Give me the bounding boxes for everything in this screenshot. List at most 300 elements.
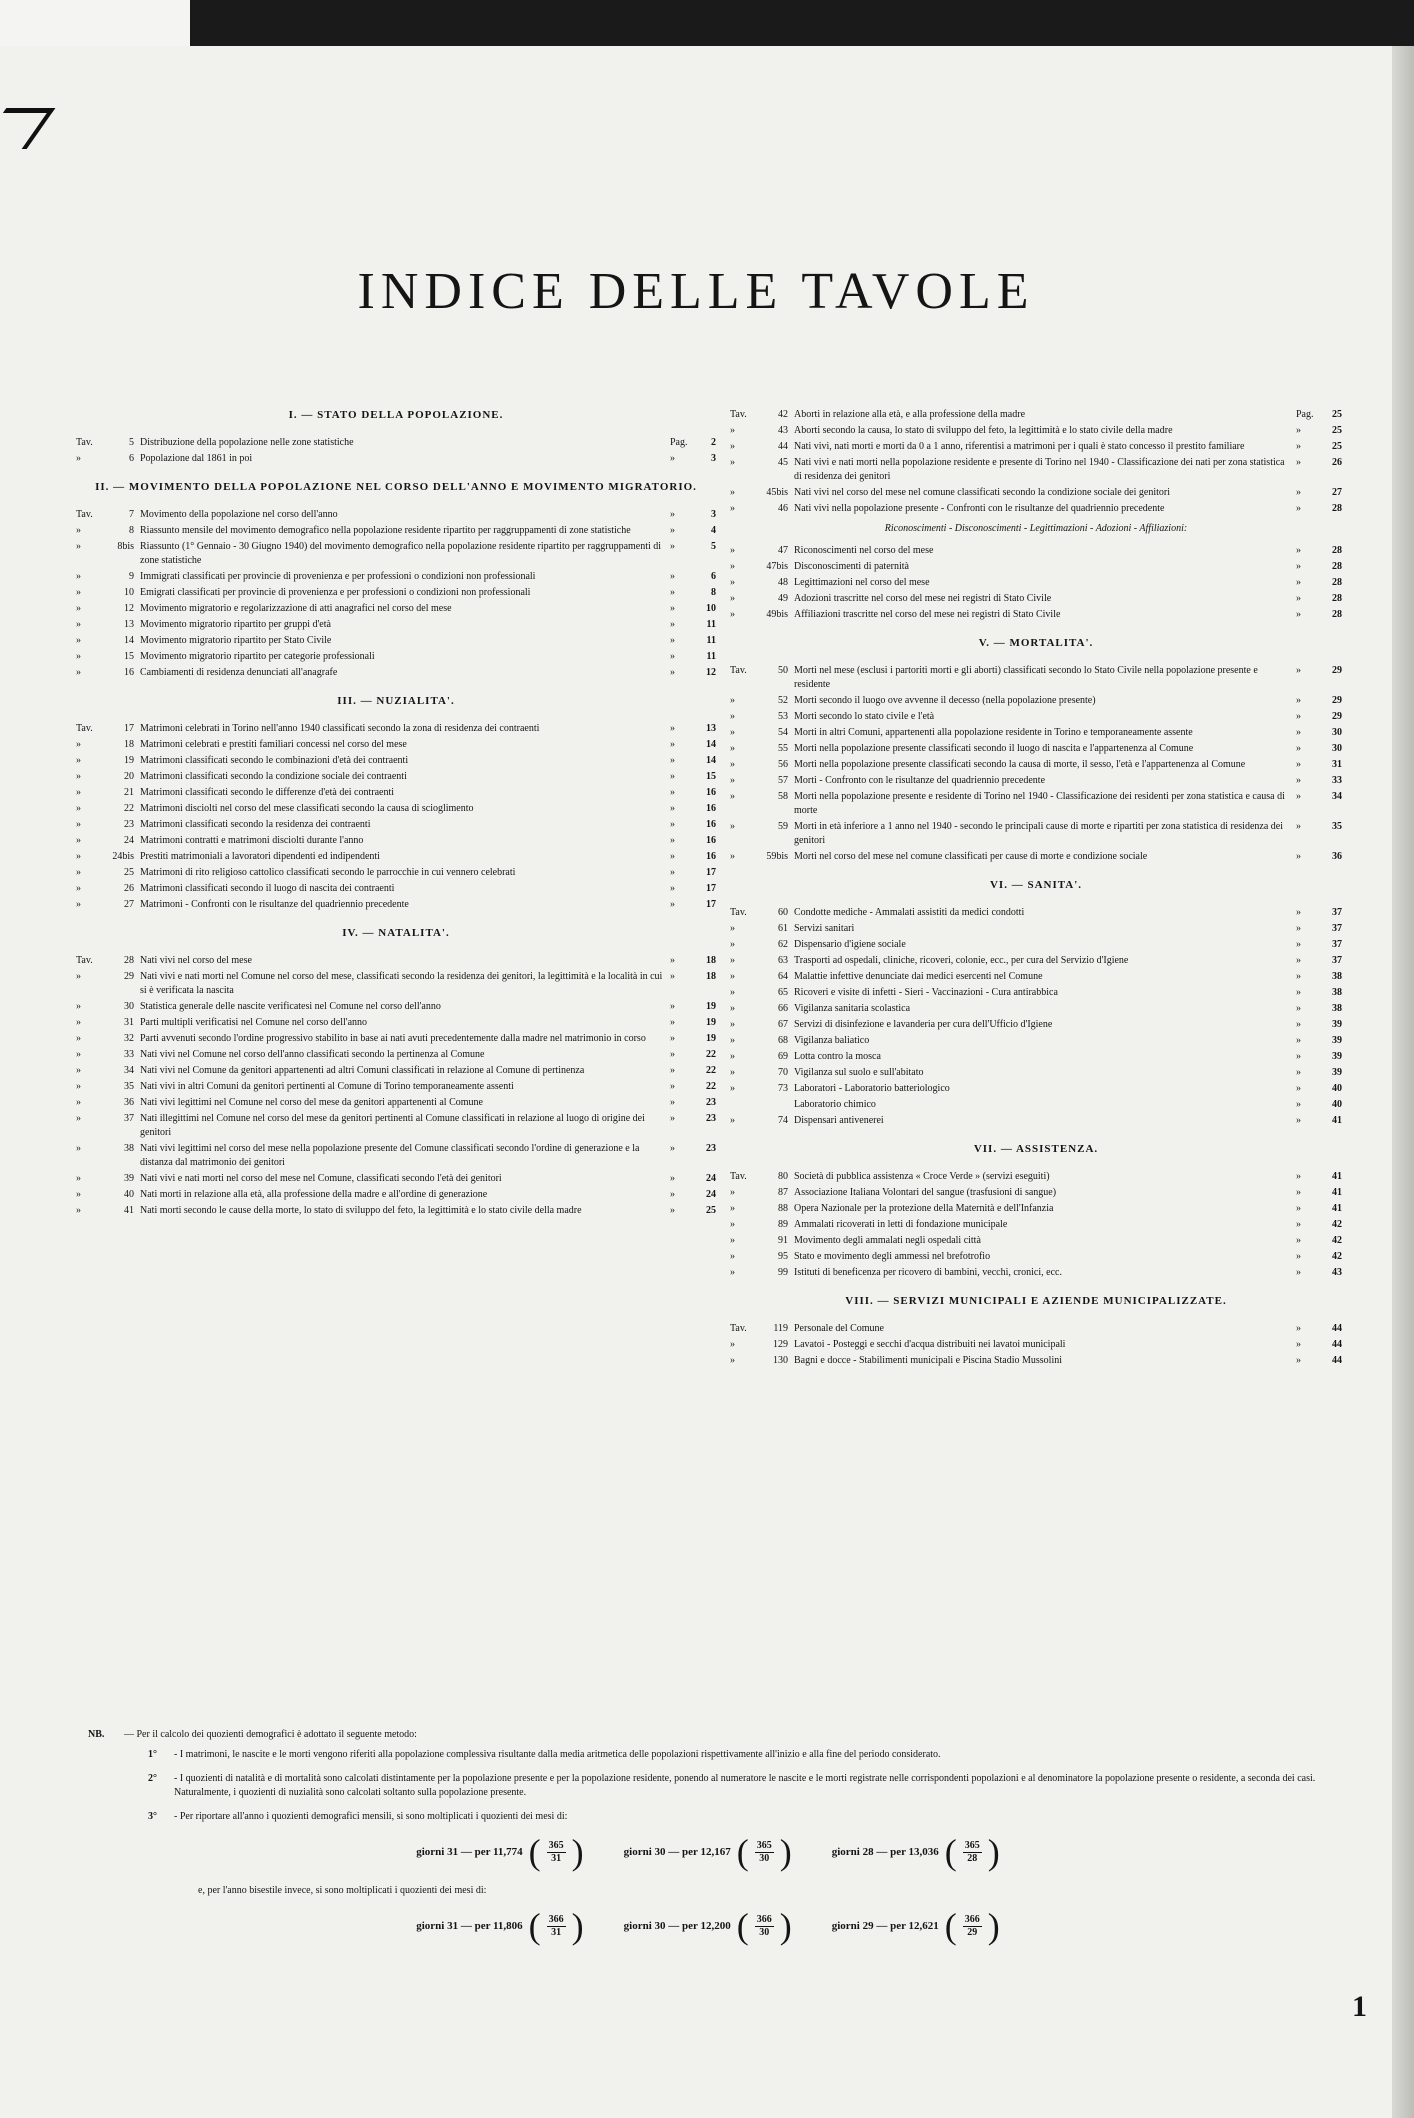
index-row xyxy=(730,742,1342,756)
index-row xyxy=(76,970,716,998)
row-tav: » xyxy=(730,759,735,770)
table-number: 36 xyxy=(124,1097,134,1108)
paren-right: ) xyxy=(987,1832,1000,1872)
page-prefix: » xyxy=(670,867,675,878)
index-row xyxy=(730,758,1342,772)
table-number: 22 xyxy=(124,803,134,814)
fraction-numerator: 365 xyxy=(548,1839,564,1851)
page-prefix: » xyxy=(1296,851,1301,862)
table-number: 95 xyxy=(778,1251,788,1262)
fraction-numerator: 366 xyxy=(756,1913,772,1925)
page-prefix: » xyxy=(670,651,675,662)
row-tav: » xyxy=(76,867,81,878)
scan-top-border xyxy=(0,0,1414,46)
table-number: 28 xyxy=(124,955,134,966)
page-ref: 23 xyxy=(706,1097,716,1108)
row-tav: » xyxy=(730,1219,735,1230)
page-ref: 37 xyxy=(1332,955,1342,966)
page-prefix: » xyxy=(670,787,675,798)
fraction-denominator: 31 xyxy=(551,1926,562,1938)
table-title: Parti avvenuti secondo l'ordine progressivo stabilito in base ai nati avuti precedentemente dalla madre nel matrimonio in corso xyxy=(140,1033,646,1044)
table-number: 16 xyxy=(124,667,134,678)
page-ref: 14 xyxy=(706,755,716,766)
page-ref: 23 xyxy=(706,1113,716,1124)
row-tav: » xyxy=(76,1081,81,1092)
page-ref: 28 xyxy=(1332,593,1342,604)
table-number: 48 xyxy=(778,577,788,588)
page-ref: 11 xyxy=(706,651,716,662)
table-number: 45bis xyxy=(766,487,788,498)
fraction xyxy=(963,1840,982,1865)
index-row xyxy=(76,508,716,522)
page-ref: 34 xyxy=(1332,791,1342,802)
row-tav: » xyxy=(730,457,735,468)
table-title: Nati vivi e nati morti nella popolazione residente e presente di Torino nel 1940 - Classificazione dei nati per zona statistica di residenza dei genitori xyxy=(794,457,1285,482)
fraction-item xyxy=(624,1834,792,1870)
table-number: 18 xyxy=(124,739,134,750)
page-prefix: » xyxy=(1296,1219,1301,1230)
page-ref: 38 xyxy=(1332,987,1342,998)
table-title: Morti nel mese (esclusi i partoriti morti e gli aborti) classificati secondo lo Stato Civile nella popolazione presente e residente xyxy=(794,665,1258,690)
table-number: 8bis xyxy=(117,541,134,552)
table-title: Nati vivi e nati morti nel corso del mese nel Comune, classificati secondo l'età dei genitori xyxy=(140,1173,502,1184)
row-tav: » xyxy=(76,739,81,750)
row-tav: » xyxy=(730,1267,735,1278)
row-tav: » xyxy=(730,987,735,998)
table-number: 52 xyxy=(778,695,788,706)
row-tav: » xyxy=(730,821,735,832)
section-heading: VI. — SANITA'. xyxy=(989,879,1083,891)
notes-intro: — Per il calcolo dei quozienti demografici è adottato il seguente metodo: xyxy=(124,1729,417,1740)
table-number: 45 xyxy=(778,457,788,468)
row-tav: » xyxy=(730,577,735,588)
index-row xyxy=(76,834,716,848)
page-ref: 18 xyxy=(706,971,716,982)
table-number: 60 xyxy=(778,907,788,918)
page-prefix: » xyxy=(670,755,675,766)
index-row xyxy=(76,570,716,584)
table-title: Nati vivi legittimi nel corso del mese nella popolazione presente del Comune classificati secondo l'ordine di generazione e la distanza dal matrimonio dei genitori xyxy=(140,1143,640,1168)
section-heading: III. — NUZIALITA'. xyxy=(337,695,455,707)
page-prefix: » xyxy=(1296,1355,1301,1366)
row-tav: » xyxy=(730,441,735,452)
row-tav: » xyxy=(76,1049,81,1060)
page-ref: 40 xyxy=(1332,1083,1342,1094)
index-row xyxy=(730,1082,1342,1096)
index-row xyxy=(76,1142,716,1170)
row-tav: » xyxy=(730,923,735,934)
fraction-label: giorni 31 — per 11,774 xyxy=(416,1846,523,1858)
index-row xyxy=(730,694,1342,708)
page-ref: 6 xyxy=(711,571,716,582)
fraction-denominator: 30 xyxy=(759,1852,770,1864)
page-ref: 12 xyxy=(706,667,716,678)
table-number: 9 xyxy=(129,571,134,582)
page-prefix: » xyxy=(670,1081,675,1092)
index-row xyxy=(730,1034,1342,1048)
table-title: Nati vivi nel corso del mese xyxy=(140,955,252,966)
table-title: Popolazione dal 1861 in poi xyxy=(140,453,253,464)
table-number: 20 xyxy=(124,771,134,782)
index-row xyxy=(76,1048,716,1062)
table-title: Matrimoni classificati secondo le combinazioni d'età dei contraenti xyxy=(140,755,409,766)
page-prefix: » xyxy=(1296,425,1301,436)
row-tav: » xyxy=(76,1065,81,1076)
table-title: Matrimoni classificati secondo la residenza dei contraenti xyxy=(140,819,371,830)
table-title: Servizi sanitari xyxy=(794,923,855,934)
row-tav: » xyxy=(730,487,735,498)
page-ref: 31 xyxy=(1332,759,1342,770)
table-title: Nati vivi nella popolazione presente - Confronti con le risultanze del quadriennio precedente xyxy=(794,503,1165,514)
page-ref: 29 xyxy=(1332,695,1342,706)
table-number: 35 xyxy=(124,1081,134,1092)
leap-year-text xyxy=(198,1884,1328,1898)
paren-left: ( xyxy=(944,1832,957,1872)
row-tav: » xyxy=(730,1251,735,1262)
page-ref: 37 xyxy=(1332,907,1342,918)
page-prefix: » xyxy=(670,771,675,782)
row-tav: » xyxy=(76,667,81,678)
row-tav: » xyxy=(730,1355,735,1366)
page-prefix: » xyxy=(1296,1099,1301,1110)
note-number: 2° xyxy=(148,1773,157,1784)
row-tav: » xyxy=(730,1187,735,1198)
page-prefix: » xyxy=(670,1097,675,1108)
table-number: 130 xyxy=(773,1355,788,1366)
page-ref: 40 xyxy=(1332,1099,1342,1110)
fraction-numerator: 366 xyxy=(548,1913,564,1925)
table-number: 87 xyxy=(778,1187,788,1198)
fraction-item xyxy=(832,1834,1000,1870)
page-prefix: » xyxy=(670,803,675,814)
row-tav: » xyxy=(76,619,81,630)
table-number: 68 xyxy=(778,1035,788,1046)
page-ref: 41 xyxy=(1332,1171,1342,1182)
page-ref: 44 xyxy=(1332,1323,1342,1334)
table-title: Morti secondo lo stato civile e l'età xyxy=(794,711,935,722)
table-title: Matrimoni celebrati in Torino nell'anno 1940 classificati secondo la zona di residenza dei contraenti xyxy=(140,723,540,734)
page-ref: 28 xyxy=(1332,609,1342,620)
fraction-label: giorni 28 — per 13,036 xyxy=(831,1846,939,1858)
table-title: Ricoveri e visite di infetti - Sieri - Vaccinazioni - Cura antirabbica xyxy=(794,987,1058,998)
page-prefix: » xyxy=(1296,1083,1301,1094)
page-ref: 27 xyxy=(1332,487,1342,498)
table-title: Matrimoni classificati secondo le differenze d'età dei contraenti xyxy=(140,787,395,798)
index-row xyxy=(76,866,716,880)
table-number: 63 xyxy=(778,955,788,966)
row-tav: » xyxy=(76,541,81,552)
row-tav: » xyxy=(730,503,735,514)
page-prefix: » xyxy=(670,525,675,536)
table-title: Nati illegittimi nel Comune nel corso del mese da genitori pertinenti al Comune classificati in relazione al luogo di origine dei genitori xyxy=(140,1113,645,1138)
index-row xyxy=(730,456,1342,484)
paren-left: ( xyxy=(736,1906,749,1946)
note-point-1 xyxy=(148,1748,1328,1762)
table-number: 56 xyxy=(778,759,788,770)
section-heading: I. — STATO DELLA POPOLAZIONE. xyxy=(288,409,504,421)
page-prefix: » xyxy=(670,571,675,582)
page-prefix: » xyxy=(1296,727,1301,738)
index-row xyxy=(76,1172,716,1186)
row-tav: » xyxy=(76,771,81,782)
table-title: Nati morti secondo le cause della morte, lo stato di sviluppo del feto, la legittimità e lo stato civile della madre xyxy=(140,1205,582,1216)
page-prefix: » xyxy=(1296,923,1301,934)
table-number: 49bis xyxy=(766,609,788,620)
section-heading: V. — MORTALITA'. xyxy=(978,637,1094,649)
page-ref: 38 xyxy=(1332,971,1342,982)
table-number: 37 xyxy=(124,1113,134,1124)
index-row xyxy=(730,664,1342,692)
table-title: Personale del Comune xyxy=(794,1323,884,1334)
paren-right: ) xyxy=(571,1832,584,1872)
page-ref: 35 xyxy=(1332,821,1342,832)
page-ref: 22 xyxy=(706,1081,716,1092)
index-row xyxy=(76,882,716,896)
notes-label: NB. xyxy=(88,1729,105,1740)
table-number: 53 xyxy=(778,711,788,722)
page-prefix: » xyxy=(670,819,675,830)
table-number: 24bis xyxy=(112,851,134,862)
table-title: Movimento migratorio ripartito per Stato Civile xyxy=(140,635,332,646)
page-ref: 43 xyxy=(1332,1267,1342,1278)
index-row xyxy=(730,502,1342,516)
row-tav: » xyxy=(730,1003,735,1014)
page-prefix: » xyxy=(670,835,675,846)
index-row xyxy=(730,986,1342,1000)
fraction xyxy=(963,1914,982,1939)
page-ref: 11 xyxy=(706,619,716,630)
row-tav: » xyxy=(730,1339,735,1350)
table-number: 57 xyxy=(778,775,788,786)
index-row xyxy=(76,770,716,784)
fraction-numerator: 365 xyxy=(756,1839,772,1851)
leap-text: e, per l'anno bisestile invece, si sono moltiplicati i quozienti dei mesi di: xyxy=(198,1885,487,1896)
page-prefix: » xyxy=(670,1017,675,1028)
paren-right: ) xyxy=(779,1832,792,1872)
page-prefix: » xyxy=(1296,457,1301,468)
index-row xyxy=(730,440,1342,454)
fraction-denominator: 29 xyxy=(967,1926,978,1938)
paren-right: ) xyxy=(987,1906,1000,1946)
index-row xyxy=(730,424,1342,438)
index-row xyxy=(730,1354,1342,1368)
table-title: Affiliazioni trascritte nel corso del mese nei registri di Stato Civile xyxy=(794,609,1061,620)
note-text: - I quozienti di natalità e di mortalità sono calcolati distintamente per la popolazione presente e per la popolazione residente, ponendo al numeratore le nascite e le morti registrate nelle corrispondenti popolazioni e al denominatore la popolazione presente o residente, a seconda dei casi. Naturalmente, i quozienti di nuzialità sono calcolati soltanto sulla popolazione presente. xyxy=(174,1773,1316,1798)
table-title: Stato e movimento degli ammessi nel brefotrofio xyxy=(794,1251,991,1262)
page-prefix: » xyxy=(1296,1203,1301,1214)
table-title: Aborti in relazione alla età, e alla professione della madre xyxy=(794,409,1026,420)
page-prefix: » xyxy=(670,851,675,862)
index-row xyxy=(730,906,1342,920)
page-ref: 33 xyxy=(1332,775,1342,786)
page-prefix: » xyxy=(670,635,675,646)
row-tav: Tav. xyxy=(76,437,93,448)
table-number: 91 xyxy=(778,1235,788,1246)
note-number: 3° xyxy=(148,1811,157,1822)
page-ref: 39 xyxy=(1332,1067,1342,1078)
table-number: 19 xyxy=(124,755,134,766)
page-ref: 37 xyxy=(1332,923,1342,934)
row-tav: » xyxy=(730,1115,735,1126)
page-prefix: » xyxy=(670,1205,675,1216)
page-prefix: » xyxy=(670,453,675,464)
fraction xyxy=(755,1914,774,1939)
row-tav: » xyxy=(730,1035,735,1046)
table-title: Nati vivi nel Comune nel corso dell'anno classificati secondo la pertinenza al Comune xyxy=(140,1049,485,1060)
table-number: 74 xyxy=(778,1115,788,1126)
fraction-item xyxy=(832,1908,1000,1944)
table-title: Ammalati ricoverati in letti di fondazione municipale xyxy=(794,1219,1008,1230)
page-prefix: » xyxy=(1296,711,1301,722)
table-title: Matrimoni classificati secondo il luogo di nascita dei contraenti xyxy=(140,883,395,894)
row-tav: » xyxy=(76,819,81,830)
index-row xyxy=(76,786,716,800)
index-row xyxy=(76,618,716,632)
table-title: Matrimoni disciolti nel corso del mese classificati secondo la causa di scioglimento xyxy=(140,803,474,814)
table-title: Nati vivi, nati morti e morti da 0 a 1 anno, riferentisi a matrimoni per i quali è stato concesso il prestito familiare xyxy=(794,441,1245,452)
index-row xyxy=(730,1170,1342,1184)
row-tav: » xyxy=(730,743,735,754)
page-ref: 19 xyxy=(706,1033,716,1044)
page-ref: 3 xyxy=(711,453,716,464)
index-row xyxy=(730,970,1342,984)
page-prefix: » xyxy=(1296,441,1301,452)
fraction-label: giorni 31 — per 11,806 xyxy=(416,1920,523,1932)
table-number: 31 xyxy=(124,1017,134,1028)
row-tav: » xyxy=(76,883,81,894)
page-prefix: » xyxy=(1296,487,1301,498)
index-row xyxy=(76,850,716,864)
page-number: 1 xyxy=(1352,1990,1367,2023)
table-title: Morti nella popolazione presente classificati secondo il luogo di nascita e l'appartenenza al Comune xyxy=(794,743,1194,754)
table-number: 129 xyxy=(773,1339,788,1350)
section-heading: VIII. — SERVIZI MUNICIPALI E AZIENDE MUNICIPALIZZATE. xyxy=(845,1295,1227,1307)
table-number: 10 xyxy=(124,587,134,598)
page-prefix: » xyxy=(670,971,675,982)
page-ref: 42 xyxy=(1332,1235,1342,1246)
index-row xyxy=(730,486,1342,500)
table-number: 50 xyxy=(778,665,788,676)
table-title: Nati vivi e nati morti nel Comune nel corso del mese, classificati secondo la residenza dei genitori, la legittimità e la località in cui si è verificata la nascita xyxy=(140,971,663,996)
fraction-label: giorni 29 — per 12,621 xyxy=(831,1920,939,1932)
page-ref: 16 xyxy=(706,835,716,846)
table-number: 40 xyxy=(124,1189,134,1200)
row-tav: » xyxy=(730,561,735,572)
page-prefix: » xyxy=(1296,1323,1301,1334)
index-row xyxy=(730,1018,1342,1032)
table-title: Nati morti in relazione alla età, alla professione della madre e all'ordine di generazione xyxy=(140,1189,488,1200)
row-tav: » xyxy=(76,1033,81,1044)
fraction-row-common-year xyxy=(88,1834,1328,1870)
row-tav: Tav. xyxy=(76,509,93,520)
row-tav: Tav. xyxy=(730,1323,747,1334)
page-ref: 36 xyxy=(1332,851,1342,862)
page-ref: 13 xyxy=(706,723,716,734)
page-ref: 25 xyxy=(706,1205,716,1216)
table-title: Nati vivi nel corso del mese nel comune classificati secondo la condizione sociale dei genitori xyxy=(794,487,1170,498)
row-tav: » xyxy=(730,791,735,802)
index-row xyxy=(730,1186,1342,1200)
index-row xyxy=(76,1188,716,1202)
page-prefix: » xyxy=(1296,955,1301,966)
note-text: - Per riportare all'anno i quozienti demografici mensili, si sono moltiplicati i quozienti dei mesi di: xyxy=(174,1811,568,1822)
page-ref: 38 xyxy=(1332,1003,1342,1014)
table-title: Parti multipli verificatisi nel Comune nel corso dell'anno xyxy=(140,1017,368,1028)
page-ref: 16 xyxy=(706,787,716,798)
page-prefix: » xyxy=(670,619,675,630)
page-prefix: » xyxy=(670,603,675,614)
page-prefix: » xyxy=(670,739,675,750)
table-title: Legittimazioni nel corso del mese xyxy=(794,577,930,588)
table-number: 62 xyxy=(778,939,788,950)
row-tav: » xyxy=(730,727,735,738)
table-number: 88 xyxy=(778,1203,788,1214)
page-ref: 4 xyxy=(711,525,716,536)
scan-right-edge xyxy=(1392,46,1414,2118)
index-row xyxy=(76,1064,716,1078)
table-title: Nati vivi nel Comune da genitori appartenenti ad altri Comuni classificati in relazione al Comune di pertinenza xyxy=(140,1065,585,1076)
page-prefix: » xyxy=(670,587,675,598)
index-row xyxy=(76,722,716,736)
page-prefix: » xyxy=(670,1065,675,1076)
row-tav: » xyxy=(76,1017,81,1028)
page-prefix: » xyxy=(1296,545,1301,556)
section-subheading: Riconoscimenti - Disconoscimenti - Legittimazioni - Adozioni - Affiliazioni: xyxy=(884,523,1188,534)
page-ref: 16 xyxy=(706,803,716,814)
table-number: 17 xyxy=(124,723,134,734)
table-title: Opera Nazionale per la protezione della Maternità e dell'Infanzia xyxy=(794,1203,1054,1214)
table-number: 55 xyxy=(778,743,788,754)
page-prefix: » xyxy=(670,509,675,520)
page-prefix: » xyxy=(1296,743,1301,754)
page-ref: 22 xyxy=(706,1049,716,1060)
table-number: 39 xyxy=(124,1173,134,1184)
row-tav: » xyxy=(76,587,81,598)
table-number: 73 xyxy=(778,1083,788,1094)
page-prefix: » xyxy=(1296,1251,1301,1262)
table-title: Aborti secondo la causa, lo stato di sviluppo del feto, la legittimità e lo stato civile della madre xyxy=(794,425,1173,436)
index-row xyxy=(76,586,716,600)
page-ref: 15 xyxy=(706,771,716,782)
table-number: 38 xyxy=(124,1143,134,1154)
page-prefix: » xyxy=(1296,695,1301,706)
table-title: Società di pubblica assistenza « Croce Verde » (servizi eseguiti) xyxy=(794,1171,1050,1182)
table-number: 54 xyxy=(778,727,788,738)
page-ref: 17 xyxy=(706,867,716,878)
table-title: Movimento della popolazione nel corso dell'anno xyxy=(140,509,338,520)
row-tav: » xyxy=(76,899,81,910)
table-title: Laboratori - Laboratorio batteriologico xyxy=(794,1083,950,1094)
page-prefix: » xyxy=(1296,1267,1301,1278)
note-text: - I matrimoni, le nascite e le morti vengono riferiti alla popolazione complessiva risultante dalla media aritmetica delle popolazioni rispettivamente all'inizio e alla fine del periodo considerato. xyxy=(174,1749,941,1760)
page-prefix: Pag. xyxy=(1296,409,1314,420)
table-title: Condotte mediche - Ammalati assistiti da medici condotti xyxy=(794,907,1025,918)
row-tav: Tav. xyxy=(730,1171,747,1182)
page-prefix: » xyxy=(670,1113,675,1124)
index-row xyxy=(76,818,716,832)
table-title: Malattie infettive denunciate dai medici esercenti nel Comune xyxy=(794,971,1043,982)
table-title: Dispensari antivenerei xyxy=(794,1115,884,1126)
index-row xyxy=(730,938,1342,952)
page-prefix: » xyxy=(670,1173,675,1184)
table-title: Matrimoni - Confronti con le risultanze del quadriennio precedente xyxy=(140,899,409,910)
table-number: 99 xyxy=(778,1267,788,1278)
page-prefix: » xyxy=(670,1049,675,1060)
page-ref: 24 xyxy=(706,1173,716,1184)
fraction xyxy=(547,1840,566,1865)
table-number: 6 xyxy=(129,453,134,464)
fraction-row-leap-year xyxy=(88,1908,1328,1944)
